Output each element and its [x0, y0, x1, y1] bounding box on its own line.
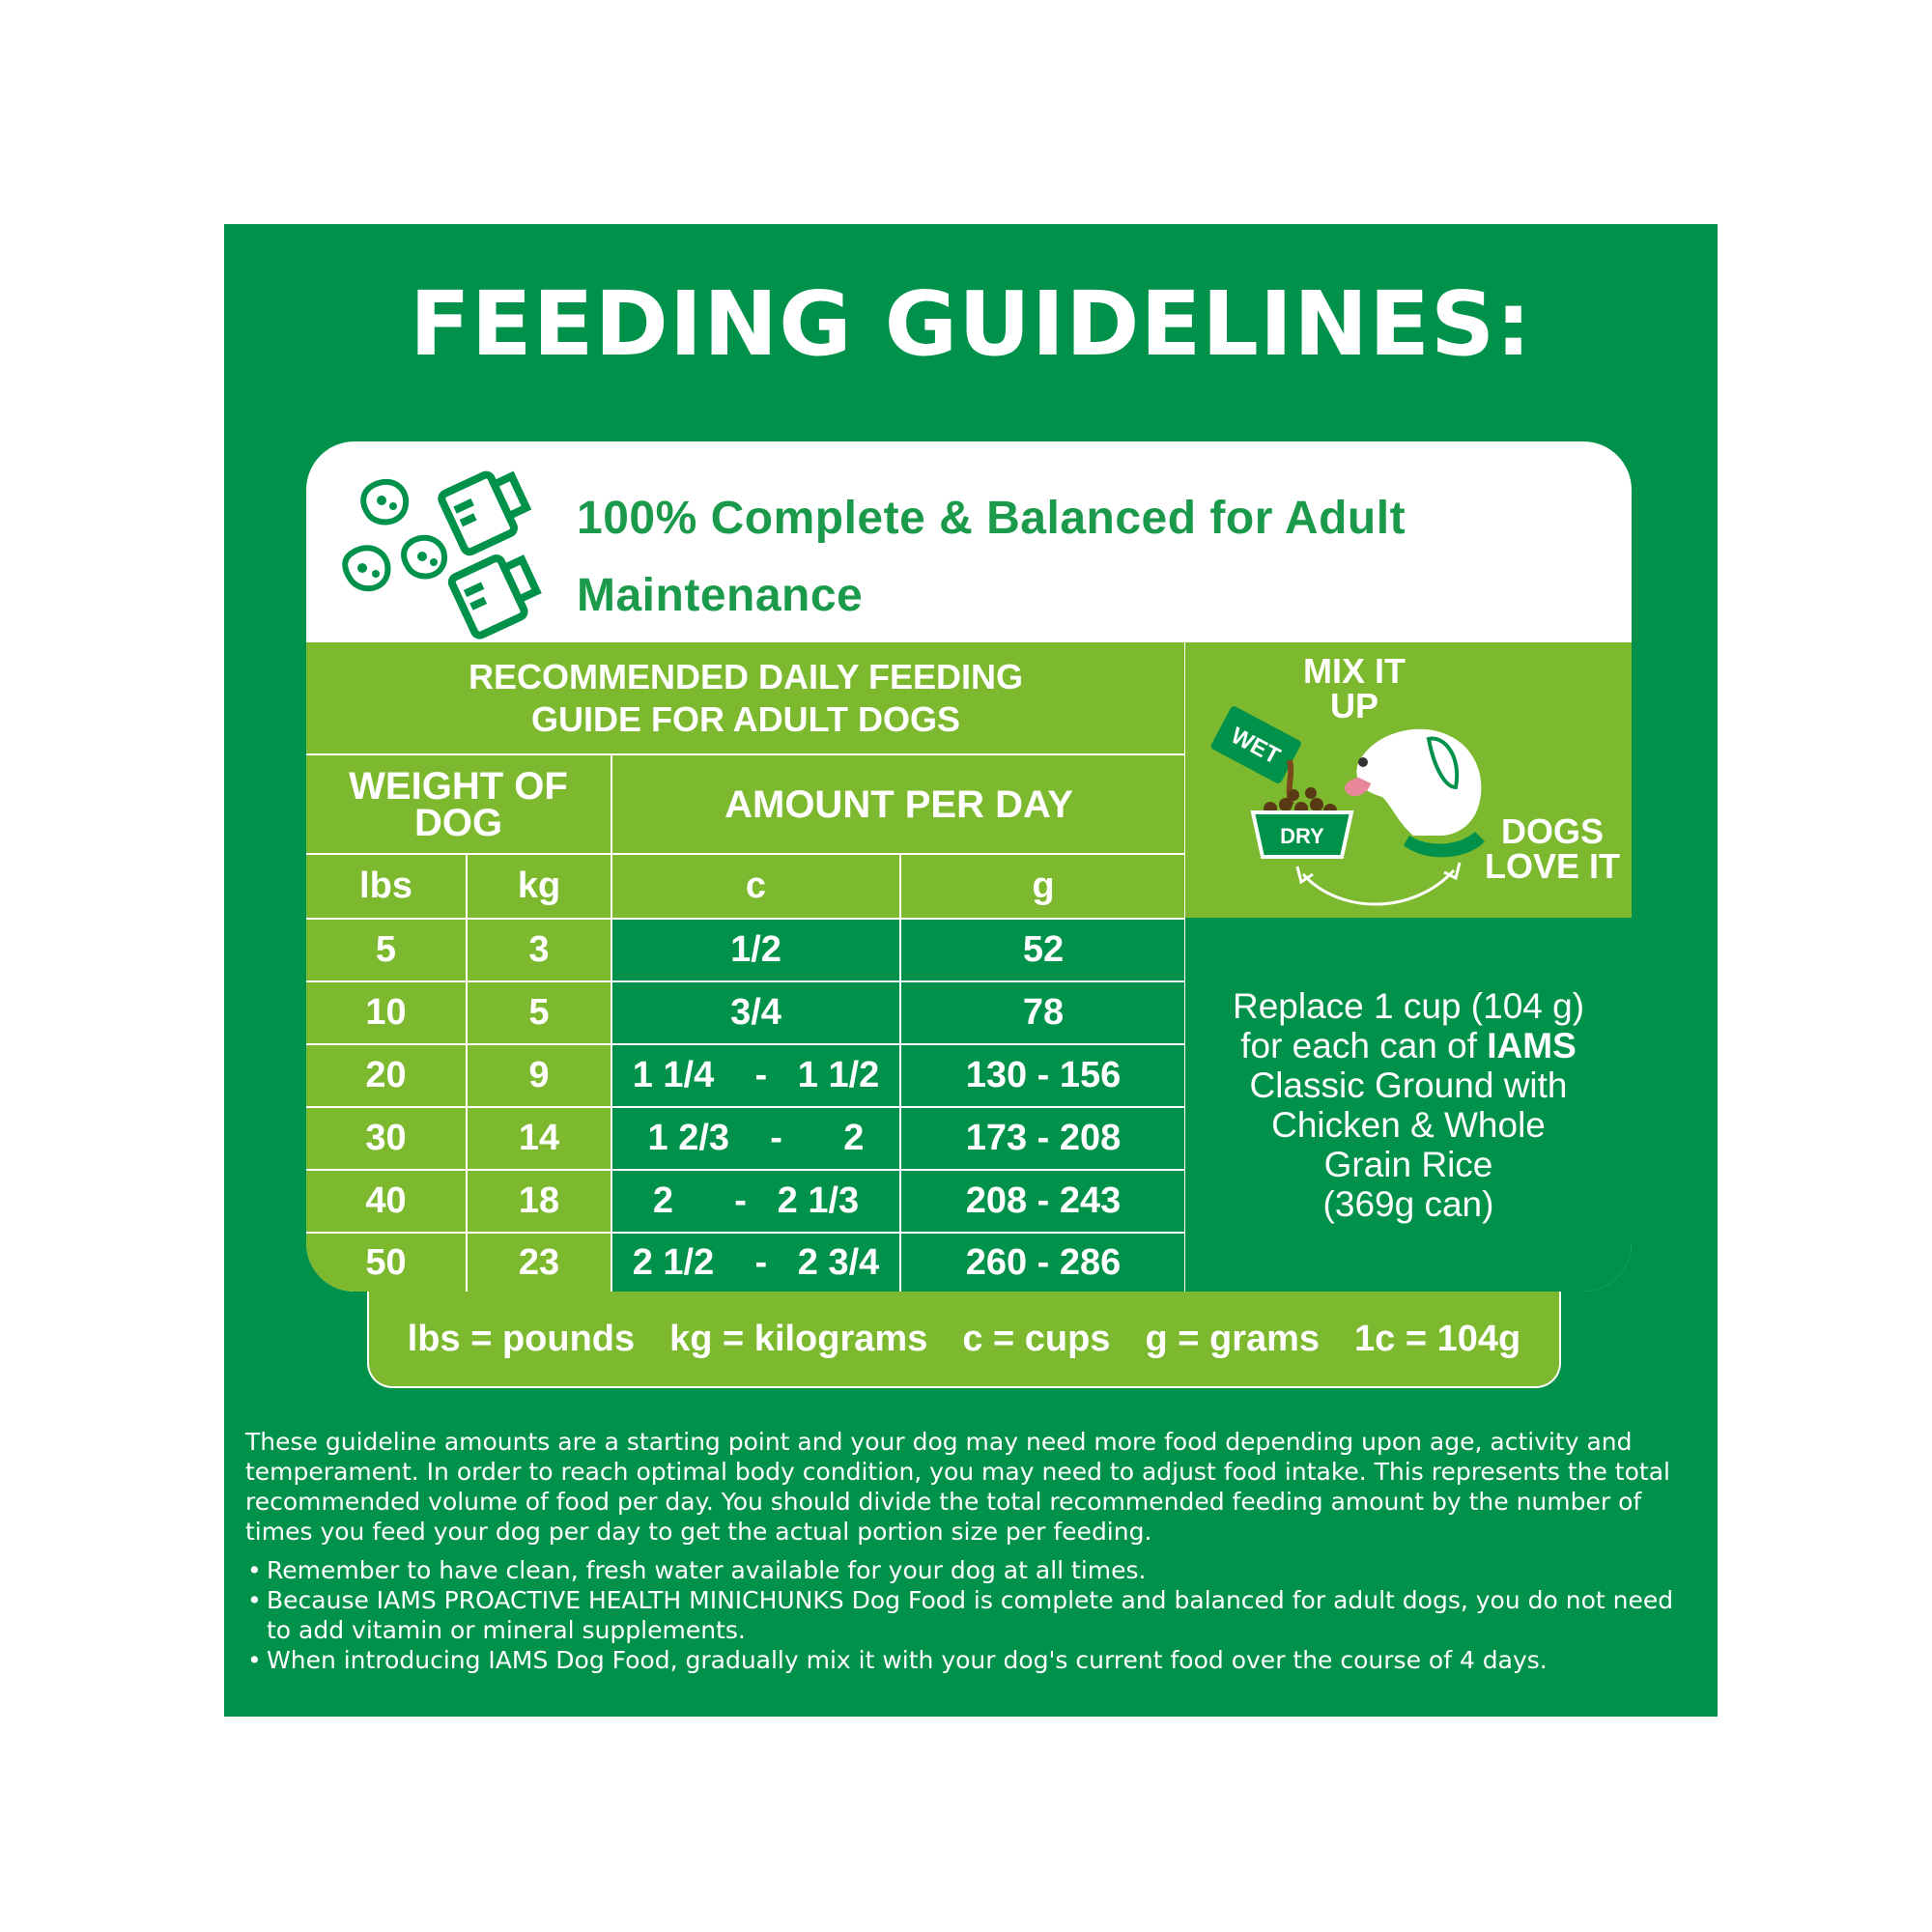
- cell-grams: 260 - 286: [899, 1232, 1185, 1292]
- notes-paragraph: These guideline amounts are a starting point and your dog may need more food depending upon age, activity and temperament. In order to reach optimal body condition, you may need to adjust food intake. This represents the total recommended volume of food per day. You should divide the total recommended feeding amount by the number of times you feed your dog per day to get the actual portion size per feeding.: [245, 1428, 1670, 1546]
- cell-kg: 23: [466, 1232, 611, 1292]
- cell-cups: 2 1/2 - 2 3/4: [611, 1232, 899, 1292]
- unit-lbs: lbs: [306, 853, 466, 918]
- unit-cups: c: [611, 853, 899, 918]
- unit-kg: kg: [466, 853, 611, 918]
- cell-kg: 5: [466, 980, 611, 1043]
- cell-cups: 1/2: [611, 918, 899, 980]
- cycle-arrow-icon: [1303, 870, 1454, 904]
- replace-line-2: for each can of IAMS: [1240, 1025, 1577, 1065]
- cell-lbs: 5: [306, 918, 466, 980]
- love-title-line-1: DOGS: [1500, 811, 1604, 851]
- guide-title: [306, 642, 1185, 753]
- replace-line-1: Replace 1 cup (104 g): [1232, 985, 1585, 1026]
- brand-name: IAMS: [1487, 1025, 1577, 1065]
- legend-cups: c = cups: [962, 1318, 1111, 1359]
- notes-bullet: • When introducing IAMS Dog Food, gradually mix it with your dog's current food over the course of 4 days.: [245, 1645, 1704, 1675]
- legend-kg: kg = kilograms: [669, 1318, 928, 1359]
- replace-instruction: [1185, 918, 1632, 1292]
- cell-lbs: 50: [306, 1232, 466, 1292]
- dog-icon: [1345, 729, 1485, 858]
- feeding-notes: [245, 1427, 1704, 1675]
- cell-cups: 1 2/3 - 2: [611, 1106, 899, 1169]
- cell-kg: 18: [466, 1169, 611, 1232]
- replace-line-4: Chicken & Whole: [1271, 1104, 1546, 1145]
- dry-label: DRY: [1280, 824, 1324, 848]
- cell-grams: 130 - 156: [899, 1043, 1185, 1106]
- dog-bowl-icon: [1253, 812, 1351, 857]
- cell-cups: 3/4: [611, 980, 899, 1043]
- unit-legend: [367, 1292, 1561, 1388]
- cell-lbs: 10: [306, 980, 466, 1043]
- mix-it-up-panel: [1185, 642, 1632, 918]
- notes-bullet: • Remember to have clean, fresh water available for your dog at all times.: [245, 1555, 1704, 1585]
- guide-title-line-1: RECOMMENDED DAILY FEEDING: [468, 656, 1024, 696]
- mix-title-line-2: UP: [1329, 686, 1378, 725]
- page-title: FEEDING GUIDELINES:: [409, 272, 1533, 376]
- cell-cups: 2 - 2 1/3: [611, 1169, 899, 1232]
- cell-kg: 14: [466, 1106, 611, 1169]
- wet-label: WET: [1226, 722, 1285, 770]
- cell-kg: 9: [466, 1043, 611, 1106]
- unit-grams: g: [899, 853, 1185, 918]
- kibble-icon: [345, 482, 444, 588]
- weight-header: [306, 753, 611, 853]
- cell-grams: 52: [899, 918, 1185, 980]
- cell-grams: 208 - 243: [899, 1169, 1185, 1232]
- notes-list: [245, 1555, 1704, 1675]
- legend-cup-conversion: 1c = 104g: [1354, 1318, 1521, 1359]
- legend-lbs: lbs = pounds: [407, 1318, 636, 1359]
- feeding-card: [306, 441, 1632, 1292]
- cell-cups: 1 1/4 - 1 1/2: [611, 1043, 899, 1106]
- love-title-line-2: LOVE IT: [1484, 846, 1620, 886]
- kibble-and-cup-icons: [335, 456, 557, 639]
- love-title: [1475, 811, 1630, 886]
- cell-kg: 3: [466, 918, 611, 980]
- weight-header-line-2: DOG: [413, 801, 503, 844]
- guide-title-line-2: GUIDE FOR ADULT DOGS: [531, 698, 960, 739]
- cell-grams: 173 - 208: [899, 1106, 1185, 1169]
- replace-line-6: (369g can): [1322, 1183, 1494, 1224]
- card-header: 100% Complete & Balanced for Adult Maintenance: [577, 493, 1406, 621]
- legend-grams: g = grams: [1145, 1318, 1321, 1359]
- replace-line-5: Grain Rice: [1323, 1144, 1493, 1184]
- cell-lbs: 40: [306, 1169, 466, 1232]
- cell-lbs: 30: [306, 1106, 466, 1169]
- notes-bullet: • Because IAMS PROACTIVE HEALTH MINICHUNKS Dog Food is complete and balanced for adult dogs, you do not need to add vitamin or mineral supplements.: [245, 1585, 1704, 1645]
- weight-header-line-1: WEIGHT OF: [349, 764, 568, 808]
- feeding-guidelines-panel: [224, 224, 1718, 1717]
- measuring-cup-icon: [440, 465, 543, 637]
- cell-lbs: 20: [306, 1043, 466, 1106]
- amount-header: AMOUNT PER DAY: [611, 753, 1185, 853]
- cell-grams: 78: [899, 980, 1185, 1043]
- mix-title-line-1: MIX IT: [1303, 651, 1406, 691]
- replace-line-3: Classic Ground with: [1249, 1065, 1568, 1105]
